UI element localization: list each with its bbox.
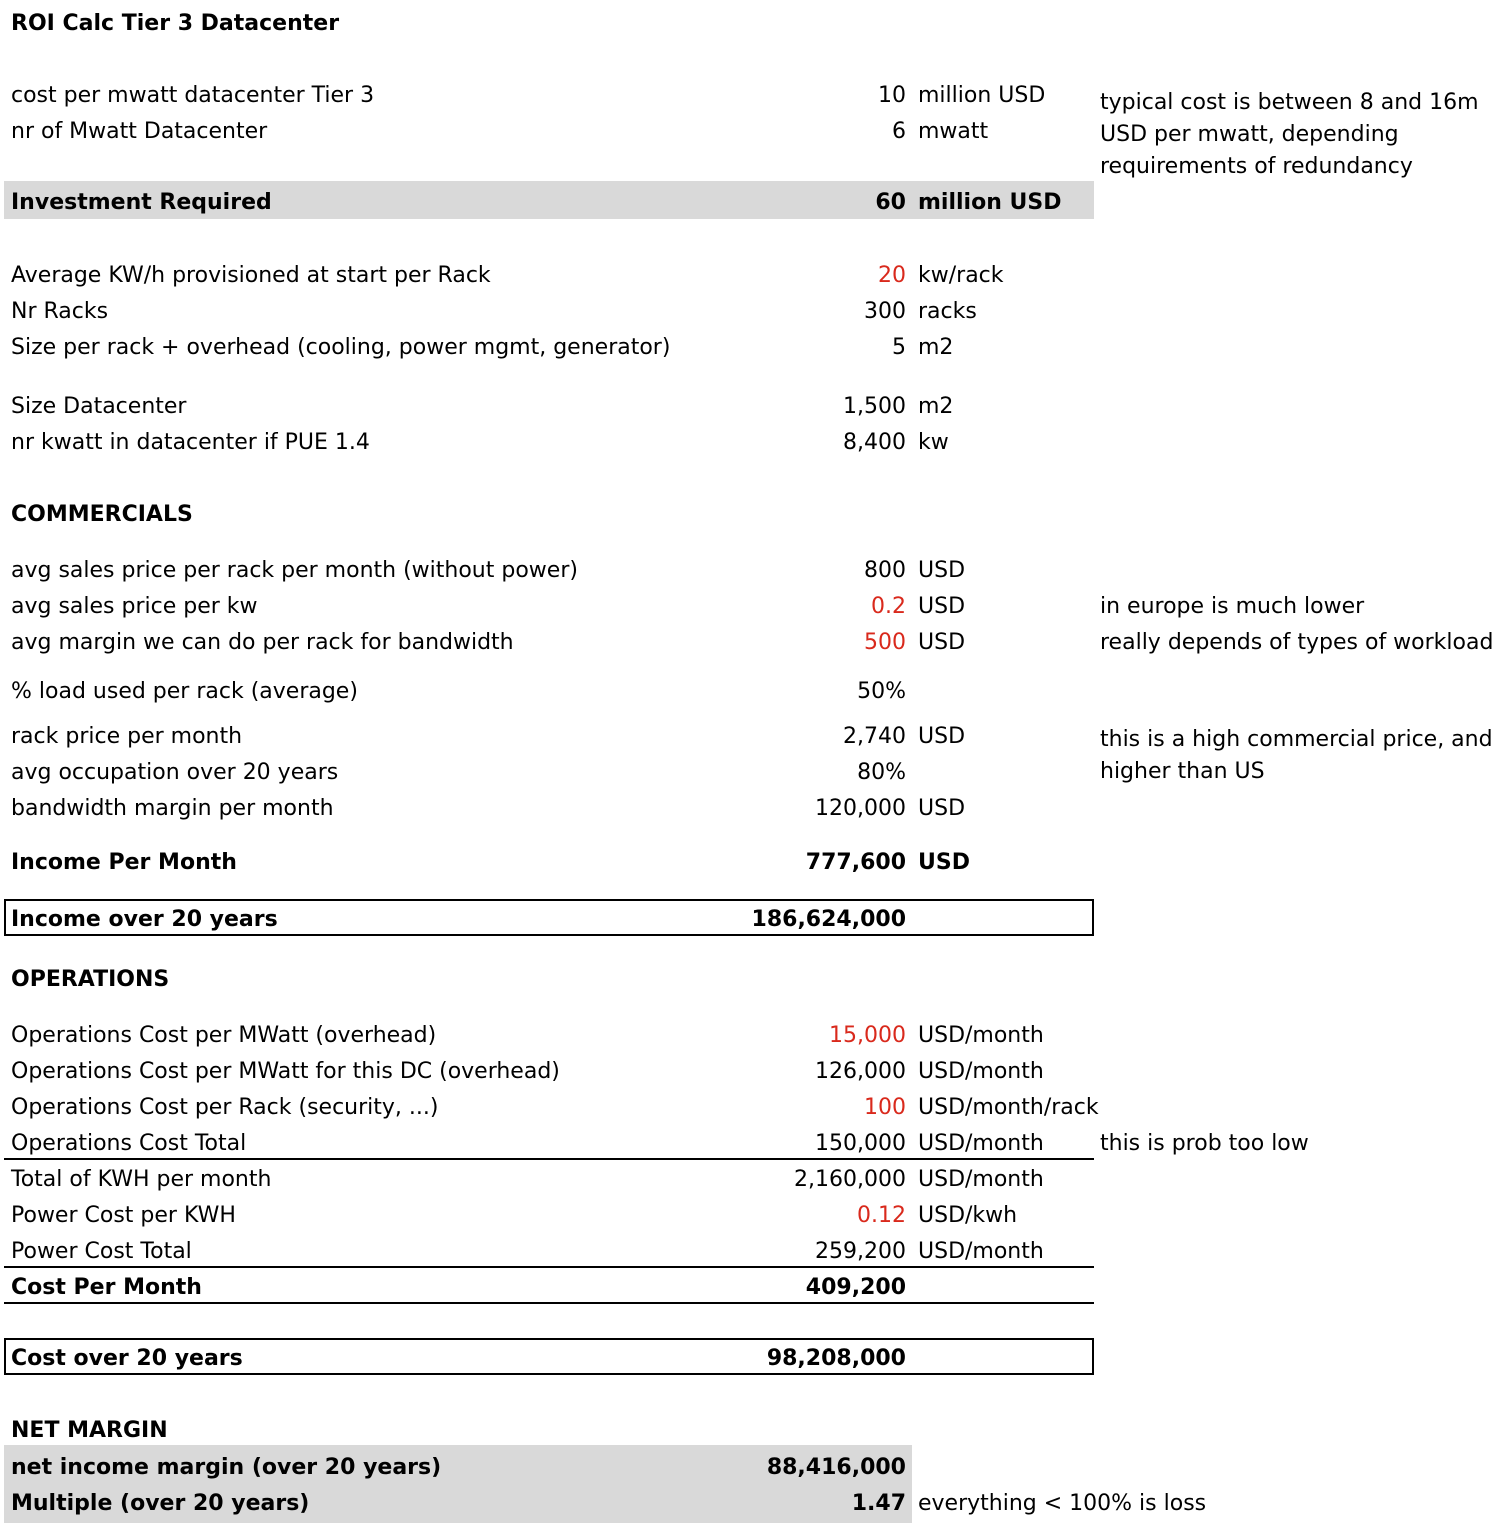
value: 80% [857, 760, 906, 785]
row-kwatt-pue [0, 425, 1504, 461]
unit: USD/month [918, 1059, 1044, 1084]
label: Operations Cost per Rack (security, ...) [11, 1095, 439, 1120]
label: Nr Racks [11, 299, 109, 324]
unit: USD/month [918, 1023, 1044, 1048]
row-load-used [0, 674, 1504, 710]
value: 10 [878, 83, 906, 108]
row-income-month [0, 845, 1504, 881]
value: 1.47 [851, 1491, 906, 1516]
unit: kw/rack [918, 263, 1004, 288]
label: Power Cost per KWH [11, 1203, 236, 1228]
unit: USD [918, 850, 970, 875]
note: this is prob too low [1100, 1131, 1309, 1156]
row-cost-20y [0, 1341, 1504, 1377]
label: Cost over 20 years [11, 1346, 243, 1371]
unit: USD [918, 594, 966, 619]
row-bw-margin-month [0, 791, 1504, 827]
value: 120,000 [815, 796, 906, 821]
label: Power Cost Total [11, 1239, 192, 1264]
unit: USD [918, 558, 966, 583]
unit: USD/kwh [918, 1203, 1018, 1228]
value: 15,000 [829, 1023, 906, 1048]
unit: USD [918, 796, 966, 821]
row-ops-mwatt-dc [0, 1054, 1504, 1090]
label: avg sales price per rack per month (without power) [11, 558, 578, 583]
operations-heading-row [0, 962, 1504, 998]
label: Operations Cost Total [11, 1131, 247, 1156]
row-ops-total [0, 1126, 1504, 1162]
row-multiple [0, 1486, 1504, 1522]
row-size-dc [0, 389, 1504, 425]
section-heading: COMMERCIALS [11, 502, 193, 527]
label: Operations Cost per MWatt (overhead) [11, 1023, 437, 1048]
unit: million USD [918, 190, 1062, 215]
value: 800 [864, 558, 906, 583]
note-line: USD per mwatt, depending [1100, 122, 1399, 147]
label: bandwidth margin per month [11, 796, 334, 821]
unit: USD/month [918, 1131, 1044, 1156]
price-note [1100, 724, 1493, 788]
net-margin-heading-row [0, 1413, 1504, 1449]
unit: million USD [918, 83, 1046, 108]
note-line: this is a high commercial price, and [1100, 727, 1493, 752]
unit: USD/month/rack [918, 1095, 1099, 1120]
value: 8,400 [843, 430, 906, 455]
value: 100 [864, 1095, 906, 1120]
value: 777,600 [805, 850, 906, 875]
value: 98,208,000 [766, 1346, 906, 1371]
value: 50% [857, 679, 906, 704]
row-net-income [0, 1450, 1504, 1486]
note-line: requirements of redundancy [1100, 154, 1413, 179]
label: Size per rack + overhead (cooling, power mgmt, generator) [11, 335, 671, 360]
unit: m2 [918, 335, 954, 360]
value: 1,500 [843, 394, 906, 419]
label: nr kwatt in datacenter if PUE 1.4 [11, 430, 370, 455]
label: rack price per month [11, 724, 243, 749]
row-avg-kw [0, 258, 1504, 294]
value: 500 [864, 630, 906, 655]
unit: m2 [918, 394, 954, 419]
row-power-total [0, 1234, 1504, 1270]
value: 0.12 [857, 1203, 906, 1228]
value: 409,200 [805, 1275, 906, 1300]
investment-note [1100, 87, 1479, 183]
row-nr-racks [0, 294, 1504, 330]
value: 2,160,000 [794, 1167, 906, 1192]
value: 126,000 [815, 1059, 906, 1084]
value: 20 [878, 263, 906, 288]
value: 60 [875, 190, 906, 215]
row-income-20y [0, 902, 1504, 938]
label: Cost Per Month [11, 1275, 202, 1300]
section-heading: OPERATIONS [11, 967, 170, 992]
label: Size Datacenter [11, 394, 187, 419]
label: nr of Mwatt Datacenter [11, 119, 268, 144]
row-sales-kw [0, 589, 1504, 625]
value: 5 [892, 335, 906, 360]
sheet-title: ROI Calc Tier 3 Datacenter [11, 11, 340, 36]
note: everything < 100% is loss [918, 1491, 1207, 1516]
row-ops-mwatt [0, 1018, 1504, 1054]
label: avg margin we can do per rack for bandwidth [11, 630, 514, 655]
note-line: typical cost is between 8 and 16m [1100, 90, 1479, 115]
row-cost-month [0, 1270, 1504, 1306]
label: avg occupation over 20 years [11, 760, 339, 785]
title-row [0, 6, 1504, 42]
row-bw-margin-rack [0, 625, 1504, 661]
row-sales-rack [0, 553, 1504, 589]
unit: USD [918, 724, 966, 749]
label: Average KW/h provisioned at start per Rack [11, 263, 491, 288]
unit: USD/month [918, 1239, 1044, 1264]
value: 150,000 [815, 1131, 906, 1156]
unit: kw [918, 430, 949, 455]
value: 0.2 [871, 594, 906, 619]
label: Total of KWH per month [11, 1167, 272, 1192]
note: really depends of types of workload [1100, 630, 1494, 655]
row-investment-required [0, 185, 1504, 221]
row-kwh-month [0, 1162, 1504, 1198]
row-ops-rack [0, 1090, 1504, 1126]
unit: racks [918, 299, 977, 324]
note-line: higher than US [1100, 759, 1265, 784]
label: net income margin (over 20 years) [11, 1455, 442, 1480]
value: 6 [892, 119, 906, 144]
row-power-kwh [0, 1198, 1504, 1234]
label: Multiple (over 20 years) [11, 1491, 310, 1516]
unit: mwatt [918, 119, 989, 144]
value: 88,416,000 [766, 1455, 906, 1480]
label: % load used per rack (average) [11, 679, 358, 704]
label: Investment Required [11, 190, 272, 215]
commercials-heading-row [0, 497, 1504, 533]
unit: USD/month [918, 1167, 1044, 1192]
value: 186,624,000 [751, 907, 906, 932]
value: 259,200 [815, 1239, 906, 1264]
value: 2,740 [843, 724, 906, 749]
section-heading: NET MARGIN [11, 1418, 168, 1443]
row-size-per-rack [0, 330, 1504, 366]
label: Income over 20 years [11, 907, 278, 932]
unit: USD [918, 630, 966, 655]
value: 300 [864, 299, 906, 324]
label: cost per mwatt datacenter Tier 3 [11, 83, 375, 108]
note: in europe is much lower [1100, 594, 1365, 619]
label: Income Per Month [11, 850, 237, 875]
label: avg sales price per kw [11, 594, 258, 619]
label: Operations Cost per MWatt for this DC (overhead) [11, 1059, 560, 1084]
